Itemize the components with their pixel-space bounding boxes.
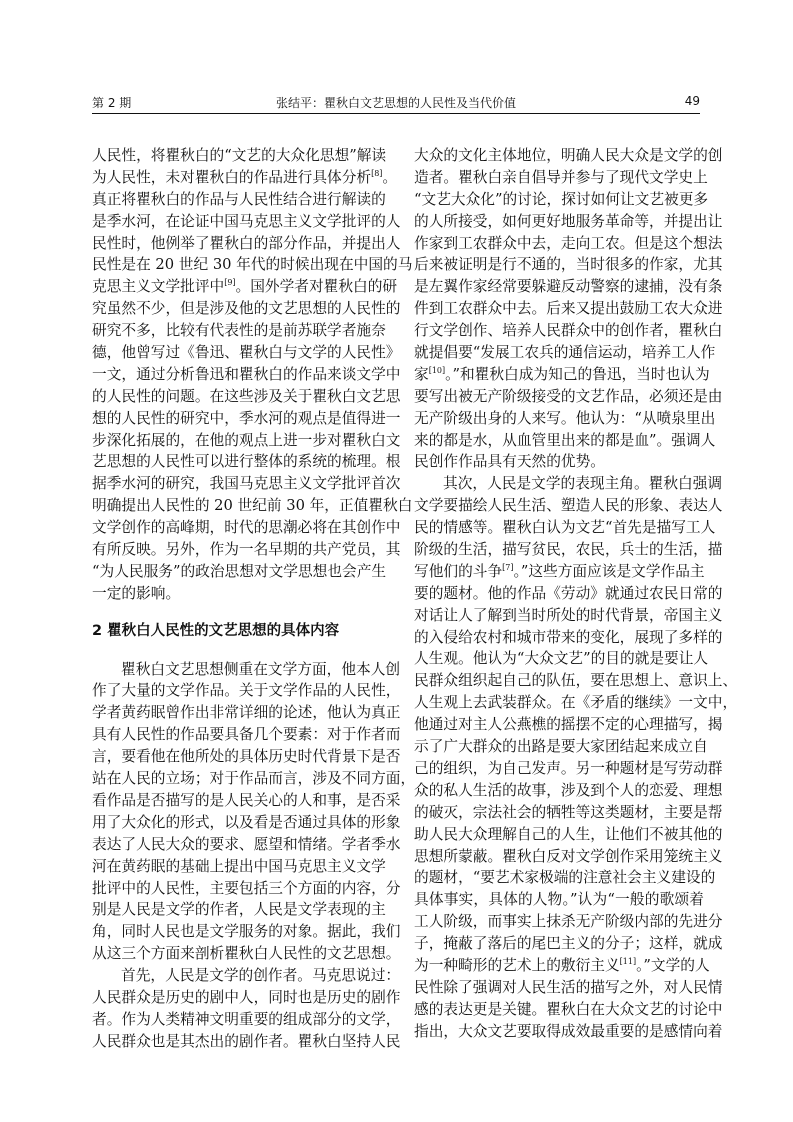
line-text: 的破灭，宗法社会的牺牲等这类题材，主要是帮 bbox=[414, 803, 723, 821]
line-text: 民性除了强调对人民生活的描写之外，对人民情 bbox=[414, 978, 723, 996]
text-line bbox=[92, 386, 401, 408]
text-line bbox=[92, 430, 401, 452]
line-text: 阶级的生活，描写贫民，农民，兵士的生活，描 bbox=[414, 541, 723, 559]
text-line bbox=[414, 298, 723, 320]
text-line bbox=[92, 298, 401, 320]
line-text: 感的表达更是关键。瞿秋白在大众文艺的讨论中 bbox=[414, 1000, 723, 1018]
text-line bbox=[414, 933, 723, 955]
line-text: 行文学创作、培养人民群众中的创作者，瞿秋白 bbox=[414, 322, 723, 340]
line-text: 造者。瞿秋白亲自倡导并参与了现代文学史上 bbox=[414, 168, 708, 186]
line-text: 要的题材。他的作品《劳动》就通过农民日常的 bbox=[414, 584, 723, 602]
paragraph bbox=[92, 965, 401, 1053]
line-text: 工人阶级，而事实上抹杀无产阶级内部的先进分 bbox=[414, 913, 723, 931]
line-text: “文艺大众化”的讨论，探讨如何让文艺被更多 bbox=[414, 190, 709, 208]
line-text: 河在黄药眠的基础上提出中国马克思主义文学 bbox=[92, 857, 386, 875]
text-line bbox=[414, 189, 709, 211]
line-text: 有所反映。另外，作为一名早期的共产党员，其 bbox=[92, 541, 401, 559]
text-line bbox=[414, 846, 723, 868]
line-text-tail: 。”文学的人 bbox=[636, 956, 710, 974]
text-line bbox=[92, 724, 401, 746]
line-text: 民的情感等。瞿秋白认为文艺“首先是描写工人 bbox=[414, 519, 716, 537]
text-line bbox=[92, 495, 413, 517]
line-text: 他通过对主人公燕樵的摇摆不定的心理描写，揭 bbox=[414, 716, 723, 734]
line-text: 就提倡要“发展工农兵的通信运动，培养工人作 bbox=[414, 344, 716, 362]
line-text: 人生观上去武装群众。在《矛盾的继续》一文中， bbox=[414, 694, 738, 712]
text-line bbox=[92, 921, 401, 943]
text-line bbox=[414, 364, 710, 386]
line-text: 指出，大众文艺要取得成效最重要的是感情向着 bbox=[414, 1022, 723, 1040]
text-line bbox=[414, 561, 704, 583]
paragraph bbox=[414, 145, 723, 473]
line-text: 学者黄药眠曾作出非常详细的论述，他认为真正 bbox=[92, 704, 401, 722]
text-line bbox=[414, 276, 723, 298]
line-text: 助人民大众理解自己的人生，让他们不被其他的 bbox=[414, 825, 723, 843]
text-line bbox=[414, 670, 738, 692]
line-text: 看作品是否描写的是人民关心的人和事，是否采 bbox=[92, 791, 401, 809]
line-text-tail: 。 bbox=[382, 168, 398, 186]
text-line bbox=[92, 878, 401, 900]
line-text: 者。作为人类精神文明重要的组成部分的文学， bbox=[92, 1010, 401, 1028]
text-line bbox=[92, 790, 401, 812]
text-line bbox=[414, 999, 723, 1021]
text-line bbox=[414, 889, 704, 911]
text-line bbox=[92, 561, 387, 583]
line-text: 想的人民性的研究中，季水河的观点是值得进一 bbox=[92, 409, 401, 427]
line-text-tail: 。”这些方面应该是文学作品主 bbox=[513, 562, 705, 580]
text-line bbox=[92, 659, 401, 681]
text-line bbox=[92, 834, 401, 856]
text-line bbox=[414, 167, 708, 189]
text-line bbox=[92, 254, 413, 276]
text-line bbox=[414, 780, 723, 802]
line-text: 要写出被无产阶级接受的文艺作品，必须还是由 bbox=[414, 387, 723, 405]
line-text: 子，掩蔽了落后的尾巴主义的分子；这样，就成 bbox=[414, 935, 723, 953]
left-column bbox=[92, 145, 416, 1053]
text-line bbox=[92, 167, 398, 189]
line-text: 是左翼作家经常要躲避反动警察的逮捕，没有条 bbox=[414, 278, 723, 296]
line-text: 用了大众化的形式，以及看是否通过具体的形象 bbox=[92, 813, 401, 831]
line-text-tail: 。”和瞿秋白成为知己的鲁迅，当时也认为 bbox=[445, 365, 710, 383]
header-rule bbox=[92, 113, 700, 114]
text-line bbox=[414, 977, 723, 999]
text-line bbox=[414, 430, 716, 452]
line-text: 具体事实，具体的人物。”认为“一般的歌颂着 bbox=[414, 891, 704, 909]
running-title: 张结平：瞿秋白文艺思想的人民性及当代价值 bbox=[275, 96, 516, 110]
text-line bbox=[414, 254, 723, 276]
line-text: 真正将瞿秋白的作品与人民性结合进行解读的 bbox=[92, 190, 386, 208]
line-text: 表达了人民大众的要求、愿望和情绪。学者季水 bbox=[92, 835, 401, 853]
line-text: 一文，通过分析鲁迅和瞿秋白的作品来谈文学中 bbox=[92, 365, 401, 383]
issue-number: 第 2 期 bbox=[92, 96, 132, 110]
line-text: 是季水河，在论证中国马克思主义文学批评的人 bbox=[92, 212, 401, 230]
line-text: 示了广大群众的出路是要大家团结起来成立自 bbox=[414, 738, 708, 756]
line-text: 件到工农群众中去。后来又提出鼓励工农大众进 bbox=[414, 300, 723, 318]
text-line bbox=[414, 211, 723, 233]
text-line bbox=[414, 583, 723, 605]
citation-ref: [9] bbox=[224, 278, 236, 288]
line-text: 究虽然不少，但是涉及他的文艺思想的人民性的 bbox=[92, 300, 401, 318]
text-line bbox=[92, 856, 386, 878]
line-text: 据季水河的研究，我国马克思主义文学批评首次 bbox=[92, 475, 401, 493]
line-text: 后来被证明是行不通的，当时很多的作家，尤其 bbox=[414, 256, 723, 274]
citation-ref: [7] bbox=[502, 562, 514, 572]
text-line bbox=[414, 802, 723, 824]
text-line bbox=[92, 746, 401, 768]
line-text: 民性是在 20 世纪 30 年代的时候出现在中国的马 bbox=[92, 256, 413, 274]
line-text: 人民性，将瞿秋白的“文艺的大众化思想”解读 bbox=[92, 147, 387, 164]
line-text: 写他们的斗争 bbox=[414, 562, 503, 580]
text-line bbox=[414, 714, 723, 736]
line-text: 的人民性的问题。在这些涉及关于瞿秋白文艺思 bbox=[92, 387, 401, 405]
text-line bbox=[414, 911, 723, 933]
line-text: 站在人民的立场；对于作品而言，涉及不同方面， bbox=[92, 770, 416, 788]
text-line bbox=[92, 539, 401, 561]
text-line bbox=[414, 867, 716, 889]
line-text: 思想所蒙蔽。瞿秋白反对文学创作采用笼统主义 bbox=[414, 847, 723, 865]
line-text: 来的都是水，从血管里出来的都是血”。强调人 bbox=[414, 431, 716, 449]
text-line bbox=[414, 233, 723, 255]
line-text: 民性时，他例举了瞿秋白的部分作品，并提出人 bbox=[92, 234, 401, 252]
line-text: 为人民性，未对瞿秋白的作品进行具体分析 bbox=[92, 168, 372, 186]
text-line bbox=[414, 648, 709, 670]
line-text: 为一种畸形的艺术上的敷衍主义 bbox=[414, 956, 620, 974]
text-line bbox=[414, 408, 716, 430]
line-text: 人民群众也是其杰出的剧作者。瞿秋白坚持人民 bbox=[92, 1032, 401, 1050]
text-line bbox=[92, 583, 382, 605]
text-line bbox=[414, 824, 723, 846]
text-line bbox=[92, 943, 401, 965]
running-header bbox=[92, 94, 700, 114]
line-text: 的入侵给农村和城市带来的变化，展现了多样的 bbox=[414, 628, 723, 646]
line-text: 一定的影响。 bbox=[92, 584, 181, 602]
line-text: 众的私人生活的故事，涉及到个人的恋爱、理想 bbox=[414, 781, 723, 799]
text-line bbox=[92, 965, 401, 987]
text-line bbox=[92, 768, 416, 790]
text-line bbox=[414, 605, 723, 627]
text-line bbox=[92, 145, 387, 167]
text-line bbox=[414, 539, 723, 561]
text-line bbox=[414, 451, 704, 473]
line-text: 克思主义文学批评中 bbox=[92, 278, 225, 296]
line-text: 艺思想的人民性可以进行整体的系统的梳理。根 bbox=[92, 453, 401, 471]
line-text-tail: 。国外学者对瞿秋白的研 bbox=[235, 278, 398, 296]
text-line bbox=[92, 473, 401, 495]
text-line bbox=[92, 517, 401, 539]
line-text: 文学要描绘人民生活、塑造人民的形象、表达人 bbox=[414, 497, 723, 515]
text-line bbox=[92, 276, 398, 298]
text-line bbox=[414, 758, 723, 780]
text-line bbox=[92, 899, 386, 921]
line-text: 批评中的人民性，主要包括三个方面的内容，分 bbox=[92, 879, 401, 897]
text-line bbox=[414, 955, 710, 977]
line-text: 己的组织，为自己发声。另一种题材是写劳动群 bbox=[414, 759, 723, 777]
text-line bbox=[414, 145, 723, 167]
line-text: 德，他曾写过《鲁迅、瞿秋白与文学的人民性》 bbox=[92, 344, 401, 362]
section-heading: 2 瞿秋白人民性的文艺思想的具体内容 bbox=[92, 622, 340, 639]
line-text: 其次，人民是文学的表现主角。瞿秋白强调 bbox=[443, 475, 723, 493]
line-text: 的人所接受，如何更好地服务革命等，并提出让 bbox=[414, 212, 723, 230]
line-text: 从这三个方面来剖析瞿秋白人民性的文艺思想。 bbox=[92, 945, 401, 963]
line-text: 首先，人民是文学的创作者。马克思说过： bbox=[121, 967, 401, 985]
line-text: 作家到工农群众中去，走向工农。但是这个想法 bbox=[414, 234, 723, 252]
line-text: 别是人民是文学的作者，人民是文学表现的主 bbox=[92, 901, 386, 919]
text-line bbox=[92, 233, 401, 255]
text-line bbox=[414, 386, 723, 408]
text-line bbox=[414, 495, 723, 517]
text-line bbox=[414, 517, 716, 539]
line-text: 具有人民性的作品要具备几个要素：对于作者而 bbox=[92, 726, 401, 744]
text-line bbox=[92, 451, 401, 473]
line-text: 家 bbox=[414, 365, 429, 383]
citation-ref: [8] bbox=[371, 168, 383, 178]
text-line bbox=[92, 320, 386, 342]
text-line bbox=[92, 987, 401, 1009]
text-line bbox=[92, 1009, 401, 1031]
line-text: 作了大量的文学作品。关于文学作品的人民性， bbox=[92, 682, 401, 700]
page-number: 49 bbox=[684, 94, 700, 108]
line-text: 人生观。他认为“大众文艺”的目的就是要让人 bbox=[414, 650, 709, 668]
paragraph bbox=[92, 659, 416, 965]
line-text: 对话让人了解到当时所处的时代背景，帝国主义 bbox=[414, 606, 723, 624]
text-line bbox=[92, 680, 401, 702]
line-text: 民群众组织起自己的队伍，要在思想上、意识上、 bbox=[414, 672, 738, 690]
line-text: 研究不多，比较有代表性的是前苏联学者施奈 bbox=[92, 322, 386, 340]
line-text: 明确提出人民性的 20 世纪前 30 年，正值瞿秋白 bbox=[92, 497, 413, 515]
line-text: 文学创作的高峰期，时代的思潮必将在其创作中 bbox=[92, 519, 401, 537]
text-line bbox=[92, 364, 401, 386]
text-line bbox=[92, 812, 401, 834]
line-text: 瞿秋白文艺思想侧重在文学方面，他本人创 bbox=[121, 660, 401, 678]
text-line bbox=[414, 473, 723, 495]
citation-ref: [11] bbox=[619, 956, 637, 966]
line-text: 步深化拓展的，在他的观点上进一步对瞿秋白文 bbox=[92, 431, 401, 449]
line-text: 人民群众是历史的剧中人，同时也是历史的剧作 bbox=[92, 988, 401, 1006]
text-line bbox=[92, 342, 401, 364]
line-text: 大众的文化主体地位，明确人民大众是文学的创 bbox=[414, 147, 723, 164]
line-text: 无产阶级出身的人来写。他认为：“从喷泉里出 bbox=[414, 409, 716, 427]
text-line bbox=[414, 1021, 723, 1043]
text-line bbox=[92, 408, 401, 430]
paragraph bbox=[414, 473, 738, 1042]
line-text: 民创作作品具有天然的优势。 bbox=[414, 453, 605, 471]
right-column bbox=[414, 145, 738, 1043]
line-text: 角，同时人民也是文学服务的对象。据此，我们 bbox=[92, 923, 401, 941]
text-line bbox=[414, 736, 708, 758]
line-text: 的题材，“要艺术家极端的注意社会主义建设的 bbox=[414, 869, 716, 887]
text-line bbox=[414, 342, 716, 364]
text-line bbox=[414, 692, 738, 714]
text-line bbox=[92, 189, 386, 211]
paragraph bbox=[92, 145, 413, 605]
text-line bbox=[92, 211, 401, 233]
text-line bbox=[414, 627, 723, 649]
text-line bbox=[92, 1031, 401, 1053]
line-text: 言，要看他在他所处的具体历史时代背景下是否 bbox=[92, 748, 401, 766]
text-line bbox=[414, 320, 723, 342]
line-text: “为人民服务”的政治思想对文学思想也会产生 bbox=[92, 562, 387, 580]
text-line bbox=[92, 702, 401, 724]
citation-ref: [10] bbox=[428, 365, 446, 375]
